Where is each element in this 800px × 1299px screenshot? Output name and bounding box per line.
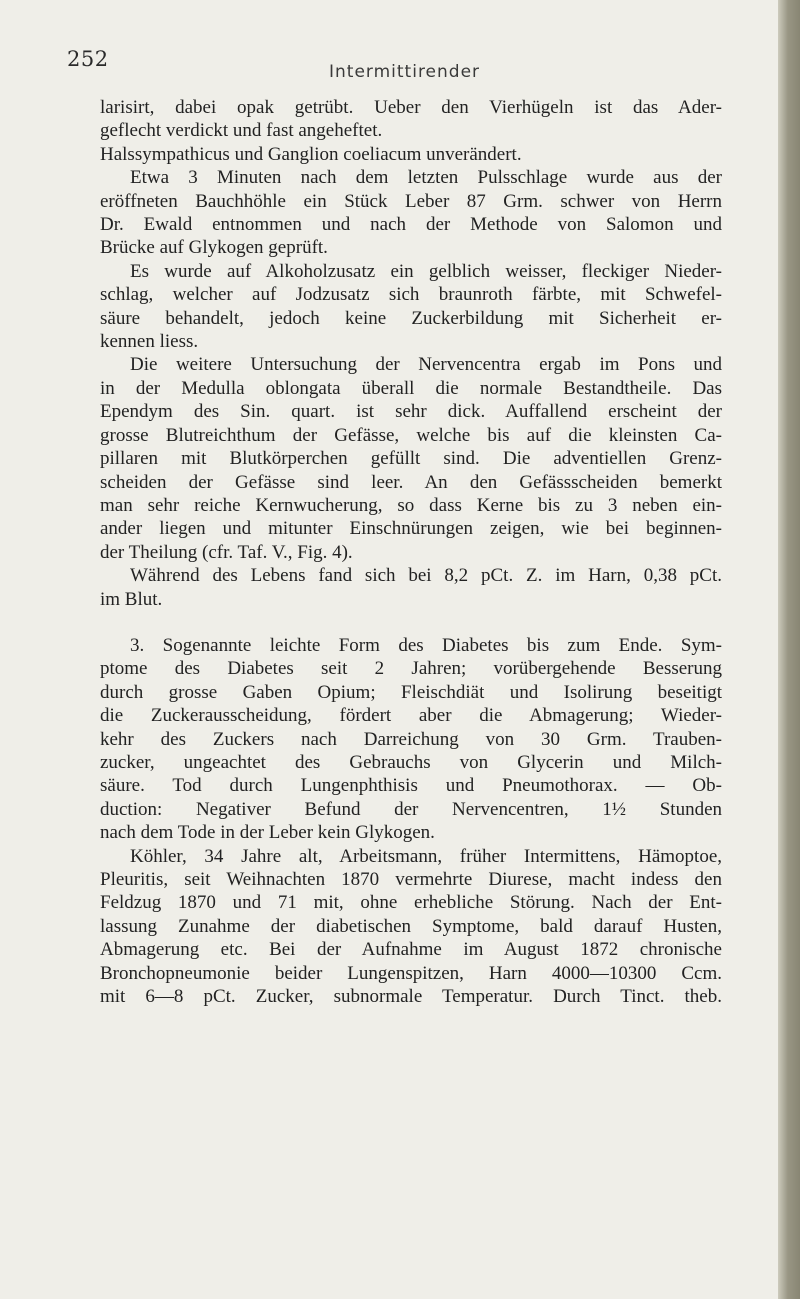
text-line: Während des Lebens fand sich bei 8,2 pCt. Z. im Harn, 0,38 pCt. (130, 565, 722, 587)
text-line: Abmagerung etc. Bei der Aufnahme im August 1872 chronische (100, 939, 722, 961)
text-line: der Theilung (cfr. Taf. V., Fig. 4). (100, 541, 353, 563)
paragraph (100, 845, 722, 1009)
text-line: säure behandelt, jedoch keine Zuckerbildung mit Sicherheit er- (100, 307, 722, 329)
text-line: duction: Negativer Befund der Nervencentren, 1½ Stunden (100, 798, 722, 820)
text-line: Feldzug 1870 und 71 mit, ohne erhebliche Störung. Nach der Ent- (100, 892, 722, 914)
section-gap (100, 611, 722, 634)
paragraph (100, 143, 722, 166)
text-line: Köhler, 34 Jahre alt, Arbeitsmann, früher Intermittens, Hämoptoe, (130, 845, 722, 867)
text-line: ptome des Diabetes seit 2 Jahren; vorübergehende Besserung (100, 658, 722, 680)
text-line: scheiden der Gefässe sind leer. An den Gefässscheiden bemerkt (100, 471, 722, 493)
paragraph (100, 564, 722, 611)
text-line: die Zuckerausscheidung, fördert aber die Abmagerung; Wieder- (100, 705, 722, 727)
text-line: lassung Zunahme der diabetischen Symptome, bald darauf Husten, (100, 915, 722, 937)
text-line: Halssympathicus und Ganglion coeliacum unverändert. (100, 143, 522, 165)
paragraph (100, 353, 722, 564)
running-title: Intermittirender (329, 62, 481, 82)
text-line: mit 6—8 pCt. Zucker, subnormale Temperatur. Durch Tinct. theb. (100, 986, 722, 1008)
paragraph (100, 260, 722, 354)
text-line: durch grosse Gaben Opium; Fleischdiät und Isolirung beseitigt (100, 681, 722, 703)
text-line: 3. Sogenannte leichte Form des Diabetes bis zum Ende. Sym- (130, 634, 722, 656)
text-line: zucker, ungeachtet des Gebrauchs von Glycerin und Milch- (100, 751, 722, 773)
text-line: Ependym des Sin. quart. ist sehr dick. Auffallend erscheint der (100, 401, 722, 423)
body-text (100, 96, 722, 1008)
text-line: schlag, welcher auf Jodzusatz sich braunroth färbte, mit Schwefel- (100, 284, 722, 306)
paragraph (100, 634, 722, 845)
text-line: Dr. Ewald entnommen und nach der Methode von Salomon und (100, 214, 722, 236)
text-line: larisirt, dabei opak getrübt. Ueber den Vierhügeln ist das Ader- (100, 97, 722, 118)
text-line: grosse Blutreichthum der Gefässe, welche bis auf die kleinsten Ca- (100, 424, 722, 446)
page-number: 252 (67, 47, 109, 71)
paragraph (100, 96, 722, 143)
paragraph (100, 166, 722, 260)
page-edge-shadow (778, 0, 800, 1299)
text-line: Die weitere Untersuchung der Nervencentra ergab im Pons und (130, 354, 722, 376)
text-line: in der Medulla oblongata überall die normale Bestandtheile. Das (100, 377, 722, 399)
text-line: kennen liess. (100, 331, 199, 353)
text-line: eröffneten Bauchhöhle ein Stück Leber 87 Grm. schwer von Herrn (100, 190, 722, 212)
text-line: nach dem Tode in der Leber kein Glykogen. (100, 822, 435, 844)
text-line: säure. Tod durch Lungenphthisis und Pneumothorax. — Ob- (100, 775, 722, 797)
text-line: kehr des Zuckers nach Darreichung von 30 Grm. Trauben- (100, 728, 722, 750)
text-line: Pleuritis, seit Weihnachten 1870 vermehrte Diurese, macht indess den (100, 869, 722, 890)
text-line: im Blut. (100, 588, 163, 610)
text-line: ander liegen und mitunter Einschnürungen zeigen, wie bei beginnen- (100, 518, 722, 540)
text-line: man sehr reiche Kernwucherung, so dass Kerne bis zu 3 neben ein- (100, 494, 722, 516)
text-line: Es wurde auf Alkoholzusatz ein gelblich weisser, fleckiger Nieder- (130, 260, 722, 282)
text-line: Bronchopneumonie beider Lungenspitzen, Harn 4000—10300 Ccm. (100, 962, 722, 984)
text-line: geflecht verdickt und fast angeheftet. (100, 120, 383, 142)
text-line: pillaren mit Blutkörperchen gefüllt sind. Die adventiellen Grenz- (100, 448, 722, 470)
text-line: Brücke auf Glykogen geprüft. (100, 237, 328, 259)
text-line: Etwa 3 Minuten nach dem letzten Pulsschlage wurde aus der (130, 167, 722, 189)
